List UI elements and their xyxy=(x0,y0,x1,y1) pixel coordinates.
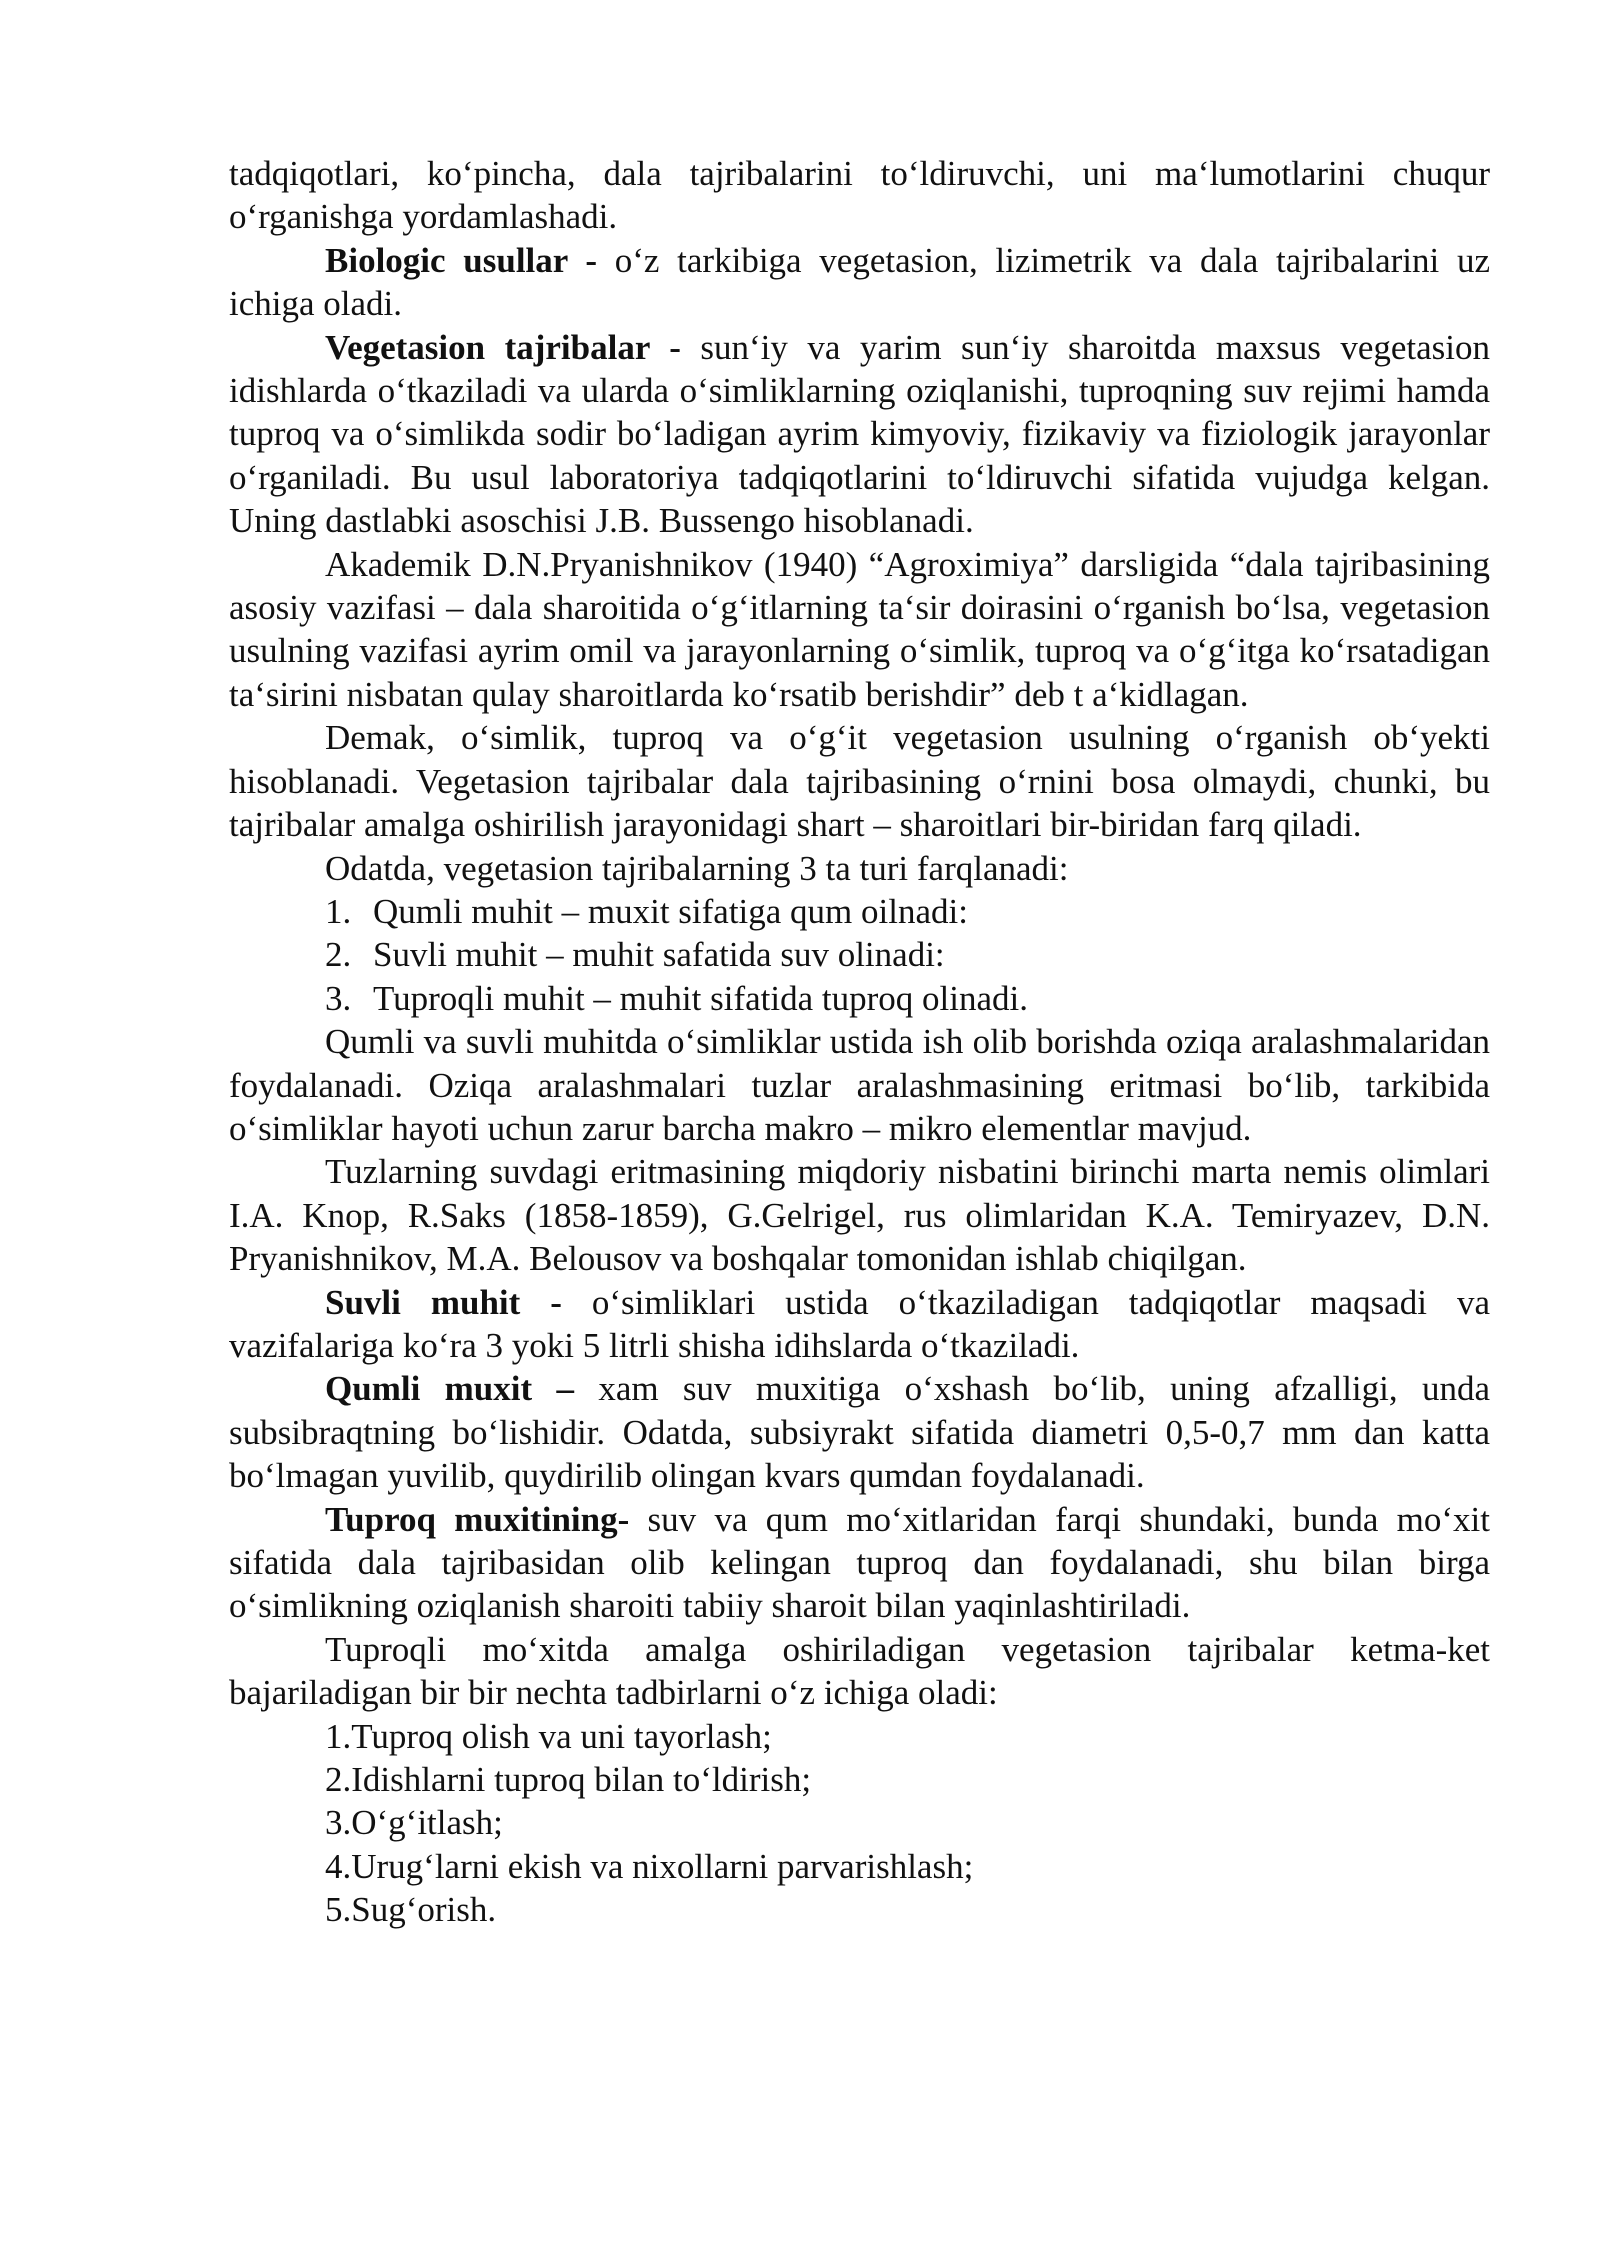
term-sand-medium: Qumli muxit – xyxy=(325,1369,574,1409)
paragraph-nutrient-mixtures: Qumli va suvli muhitda o‘simliklar ustida ish olib borishda oziqa aralashmalaridan foydalanadi. Oziqa aralashmalari tuzlar aralashmasining eritmasi bo‘lib, tarkibida o‘simliklar hayoti uchun zarur barcha makro – mikro elementlar mavjud. xyxy=(229,1022,1490,1148)
list-item-step-2: 2.Idishlarni tuproq bilan to‘ldirish; xyxy=(325,1760,812,1800)
paragraph-demak: Demak, o‘simlik, tuproq va o‘g‘it vegetasion usulning o‘rganish ob‘yekti hisoblanadi. Vegetasion tajribalar dala tajribasining o‘rnini bosa olmaydi, chunki, bu tajribalar amalga oshirilish jarayonidagi shart – sharoitlari bir-biridan farq qiladi. xyxy=(229,718,1490,845)
paragraph-text: sun‘iy va yarim sun‘iy sharoitda maxsus vegetasion idishlarda o‘tkaziladi va ularda o‘simliklarning oziqlanishi, tuproqning suv rejimi hamda tuproq va o‘simlikda sodir bo‘ladigan ayrim kimyoviy, fizikaviy va fiziologik jarayonlar o‘rganiladi. Bu usul laboratoriya tadqiqotlarini to‘ldiruvchi sifatida vujudga kelgan. Uning dastlabki asoschisi J.B. Bussengo hisoblanadi. xyxy=(229,327,1490,541)
list-item-step-3: 3.O‘g‘itlash; xyxy=(325,1803,503,1843)
term-soil-medium: Tuproq muxitining- xyxy=(325,1499,630,1539)
term-biologic-methods: Biologic usullar - xyxy=(325,240,598,280)
list-item-step-4: 4.Urug‘larni ekish va nixollarni parvarishlash; xyxy=(325,1846,974,1886)
list-item-step-5: 5.Sug‘orish. xyxy=(325,1890,497,1930)
paragraph-text: o‘simliklari ustida o‘tkaziladigan tadqiqotlar maqsadi va vazifalariga ko‘ra 3 yoki 5 litrli shisha idihslarda o‘tkaziladi. xyxy=(229,1282,1490,1365)
paragraph-water-medium xyxy=(229,1281,1490,1368)
paragraph-intro: tadqiqotlari, ko‘pincha, dala tajribalarini to‘ldiruvchi, uni ma‘lumotlarini chuqur o‘rganishga yordamlashadi. xyxy=(229,154,1490,237)
list-number: 2. xyxy=(325,935,352,975)
list-item-text: Suvli muhit – muhit safatida suv olinadi: xyxy=(373,935,945,975)
paragraph-soil-experiments: Tuproqli mo‘xitda amalga oshiriladigan vegetasion tajribalar ketma-ket bajariladigan bir bir nechta tadbirlarni o‘z ichiga oladi: xyxy=(229,1629,1490,1713)
paragraph-soil-medium xyxy=(229,1498,1490,1628)
list-item-medium-2 xyxy=(229,933,1490,976)
paragraph-types-intro: Odatda, vegetasion tajribalarning 3 ta turi farqlanadi: xyxy=(325,848,1069,888)
list-item-text: Qumli muhit – muxit sifatiga qum oilnadi: xyxy=(373,891,968,931)
paragraph-biologic-methods xyxy=(229,239,1490,326)
paragraph-vegetation-experiments xyxy=(229,326,1490,543)
paragraph-pryanishnikov: Akademik D.N.Pryanishnikov (1940) “Agroximiya” darsligida “dala tajribasining asosiy vazifasi – dala sharoitida o‘g‘itlarning ta‘sir doirasini o‘rganish bo‘lsa, vegetasion usulning vazifasi ayrim omil va jarayonlarning o‘simlik, tuproq va o‘g‘itga ko‘rsatadigan ta‘sirini nisbatan qulay sharoitlarda ko‘rsatib berishdir” deb t a‘kidlagan. xyxy=(229,544,1490,714)
list-item-text: Tuproqli muhit – muhit sifatida tuproq olinadi. xyxy=(373,978,1028,1018)
list-item-medium-3 xyxy=(229,977,1490,1020)
paragraph-text: o‘z tarkibiga vegetasion, lizimetrik va dala tajribalarini uz ichiga oladi. xyxy=(229,240,1490,324)
list-number: 1. xyxy=(325,891,352,931)
list-item-medium-1 xyxy=(229,890,1490,933)
paragraph-salt-solutions: Tuzlarning suvdagi eritmasining miqdoriy nisbatini birinchi marta nemis olimlari I.A. Knop, R.Saks (1858-1859), G.Gelrigel, rus olimlaridan K.A. Temiryazev, D.N. Pryanishnikov, M.A. Belousov va boshqalar tomonidan ishlab chiqilgan. xyxy=(229,1152,1490,1279)
paragraph-text: xam suv muxitiga o‘xshash bo‘lib, uning afzalligi, unda subsibraqtning bo‘lishidir. Odatda, subsiyrakt sifatida diametri 0,5-0,7 mm dan katta bo‘lmagan yuvilib, quydirilib olingan kvars qumdan foydalanadi. xyxy=(229,1369,1490,1496)
list-item-step-1: 1.Tuproq olish va uni tayorlash; xyxy=(325,1716,772,1756)
term-vegetation-experiments: Vegetasion tajribalar - xyxy=(325,327,681,367)
paragraph-text: suv va qum mo‘xitlaridan farqi shundaki, bunda mo‘xit sifatida dala tajribasidan olib kelingan tuproq dan foydalanadi, shu bilan birga o‘simlikning oziqlanish sharoiti tabiiy sharoit bilan yaqinlashtiriladi. xyxy=(229,1499,1490,1626)
list-number: 3. xyxy=(325,978,352,1018)
term-water-medium: Suvli muhit - xyxy=(325,1282,562,1322)
paragraph-sand-medium xyxy=(229,1367,1490,1497)
